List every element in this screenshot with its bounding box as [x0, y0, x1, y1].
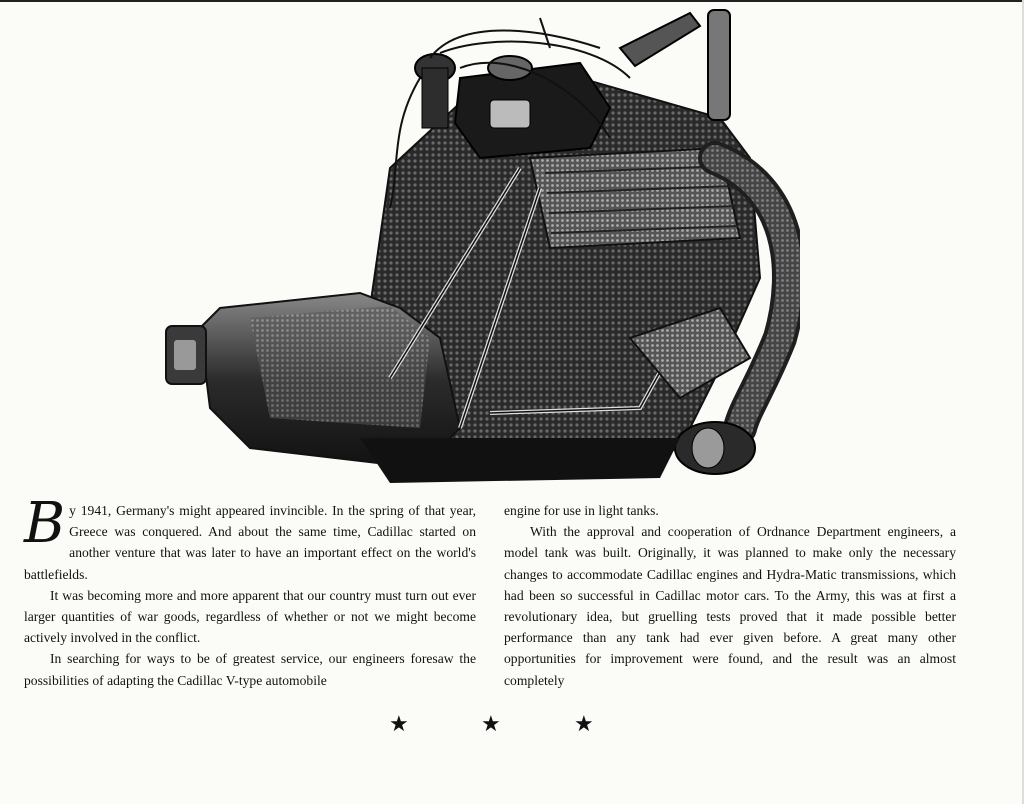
paragraph-2: It was becoming more and more apparent that our country must turn out ever larger quantities of war goods, regardless of whether or not we might become actively involved in the conflict.	[24, 587, 476, 646]
star-icon: ★	[481, 712, 501, 737]
star-ornament	[0, 712, 1024, 742]
scan-edge-top	[0, 0, 1024, 2]
engine-photo	[160, 8, 800, 490]
drop-cap: B	[24, 491, 66, 556]
paragraph-3: In searching for ways to be of greatest service, our engineers foresaw the possibilities of adapting the Cadillac V-type automobile	[24, 651, 476, 688]
star-icon: ★	[389, 712, 409, 737]
star-icon: ★	[574, 712, 594, 737]
text-column-right	[504, 500, 956, 691]
paragraph-continued: engine for use in light tanks.	[504, 503, 659, 518]
text-column-left	[24, 491, 476, 691]
paragraph-1-text: y 1941, Germany's might appeared invincible. In the spring of that year, Greece was conquered. And about the same time, Cadillac started on another venture that was later to have an important effect on the world's battlefields.	[24, 503, 476, 582]
paragraph-1	[24, 491, 476, 585]
paragraph-4: With the approval and cooperation of Ordnance Department engineers, a model tank was built. Originally, it was planned to make only the necessary changes to accommodate Cadillac engines and Hydra-Matic transmissions, which had been so successful in Cadillac motor cars. To the Army, this was at first a revolutionary idea, but gruelling tests proved that it made possible better performance than any tank had ever given before. A great many other opportunities for improvement were found, and the result was an almost completely	[504, 524, 956, 688]
